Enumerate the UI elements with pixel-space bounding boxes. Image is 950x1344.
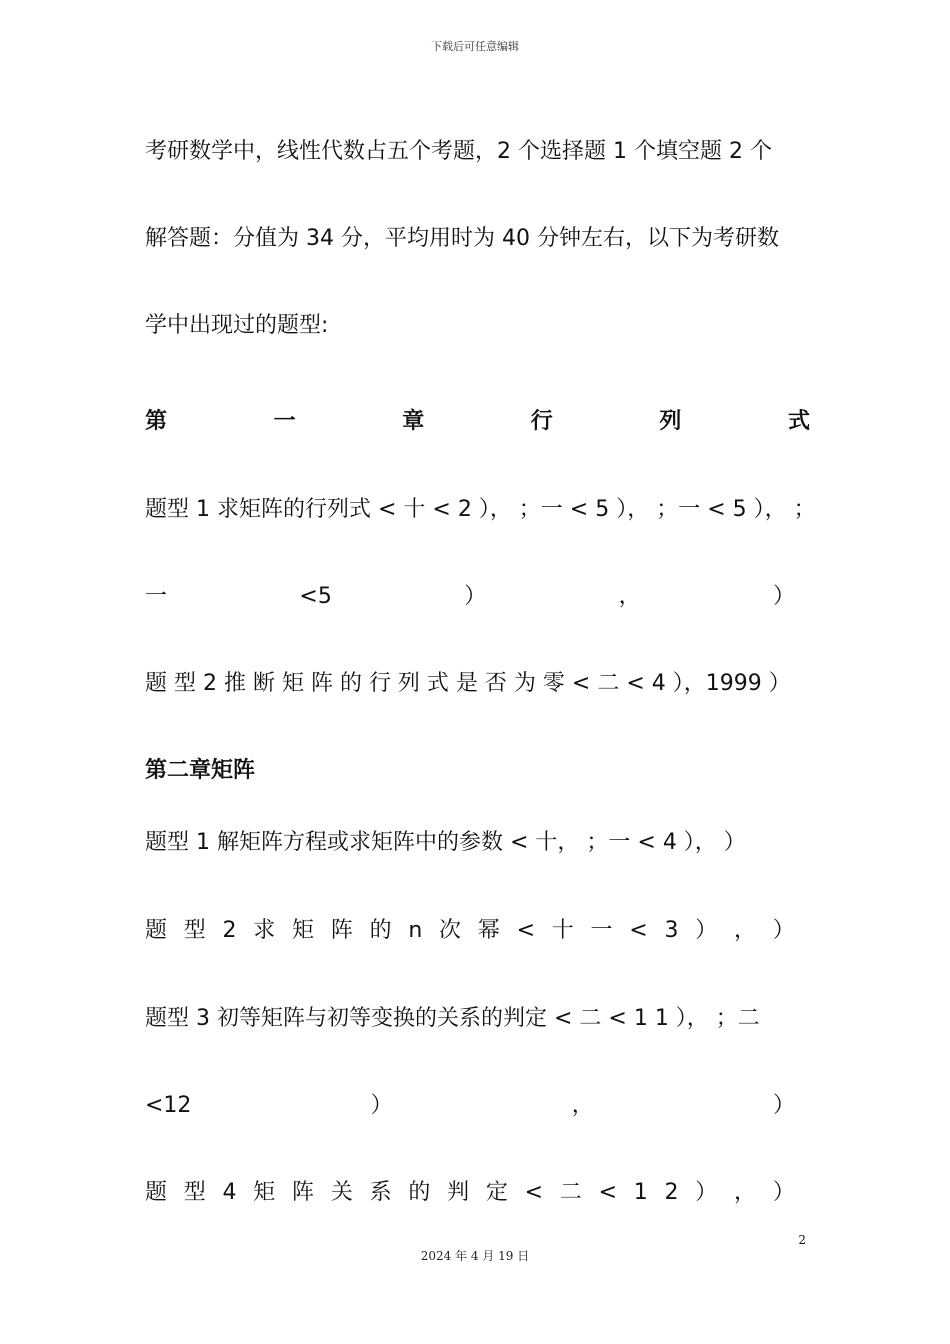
intro-line-1: 考研数学中，线性代数占五个考题，2 个选择题 1 个填空题 2 个 xyxy=(145,139,772,164)
page-number: 2 xyxy=(798,1233,806,1247)
ch2-type-2-char: ） xyxy=(772,918,795,943)
ch2-type-3-fragment: ） xyxy=(772,1093,795,1118)
chapter-1-heading-char: 一 xyxy=(273,409,296,434)
ch2-type-4-char: 4 xyxy=(222,1180,237,1205)
ch2-type-4-char: 的 xyxy=(408,1180,431,1205)
chapter-1-heading-char: 式 xyxy=(787,409,810,434)
ch2-type-2-char: 矩 xyxy=(292,918,315,943)
ch2-type-2-char: n xyxy=(408,918,423,943)
ch2-type-3-line-2 xyxy=(145,1091,795,1121)
ch2-type-4-char: ， xyxy=(734,1180,757,1205)
ch1-type-1-line-2 xyxy=(145,582,795,612)
page-footer-date: 2024 年 4 月 19 日 xyxy=(420,1249,530,1263)
ch2-type-2-char: < xyxy=(516,918,536,943)
ch2-type-4-char: 定 xyxy=(485,1180,508,1205)
ch2-type-4 xyxy=(145,1178,795,1208)
intro-line-3: 学中出现过的题型: xyxy=(145,313,329,338)
ch1-type-1-fragment: ） xyxy=(772,584,795,609)
ch2-type-4-char: 题 xyxy=(145,1180,168,1205)
ch2-type-2-char: 求 xyxy=(253,918,276,943)
ch2-type-4-char: < xyxy=(598,1180,618,1205)
ch1-type-1-line-1: 题型 1 求矩阵的行列式 < 十 < 2 ）， ；一 < 5 ）， ；一 < 5 ）， ； xyxy=(145,497,816,522)
ch1-type-2: 题 型 2 推 断 矩 阵 的 行 列 式 是 否 为 零 < 二 < 4 ），1999 ） xyxy=(145,671,791,696)
ch2-type-1: 题型 1 解矩阵方程或求矩阵中的参数 < 十， ；一 < 4 ）， ） xyxy=(145,830,746,855)
ch2-type-2-char: 十 xyxy=(551,918,574,943)
ch2-type-4-char: 关 xyxy=(330,1180,353,1205)
ch2-type-2 xyxy=(145,916,795,946)
ch2-type-4-char: 1 xyxy=(633,1180,648,1205)
ch1-type-1-fragment: <5 xyxy=(299,584,332,609)
ch2-type-2-char: 的 xyxy=(369,918,392,943)
ch2-type-4-char: 矩 xyxy=(253,1180,276,1205)
ch2-type-4-char: 阵 xyxy=(292,1180,315,1205)
chapter-2-heading: 第二章矩阵 xyxy=(145,758,256,783)
ch2-type-2-char: 次 xyxy=(439,918,462,943)
ch2-type-2-char: 型 xyxy=(183,918,206,943)
intro-line-2: 解答题：分值为 34 分，平均用时为 40 分钟左右，以下为考研数 xyxy=(145,226,779,251)
ch2-type-3-line-1: 题型 3 初等矩阵与初等变换的关系的判定 < 二 < 1 1 ）， ；二 xyxy=(145,1006,760,1031)
ch2-type-2-char: < xyxy=(629,918,648,943)
ch2-type-2-char: 题 xyxy=(145,918,168,943)
ch2-type-2-char: ） xyxy=(695,918,718,943)
page-header: 下载后可任意编辑 xyxy=(431,40,519,53)
ch2-type-3-fragment: ） xyxy=(370,1093,393,1118)
chapter-1-heading-char: 第 xyxy=(145,409,168,434)
ch2-type-2-char: 幂 xyxy=(477,918,500,943)
ch2-type-2-char: 2 xyxy=(222,918,237,943)
ch2-type-3-fragment: <12 xyxy=(145,1093,192,1118)
chapter-1-heading-char: 行 xyxy=(530,409,553,434)
ch2-type-2-char: 一 xyxy=(590,918,613,943)
ch2-type-4-char: 系 xyxy=(369,1180,392,1205)
ch2-type-4-char: 判 xyxy=(447,1180,470,1205)
ch1-type-1-fragment: 一 xyxy=(145,584,168,609)
ch2-type-4-char: 2 xyxy=(664,1180,679,1205)
ch2-type-2-char: 阵 xyxy=(330,918,353,943)
ch2-type-4-char: 二 xyxy=(559,1180,582,1205)
ch2-type-2-char: 3 xyxy=(664,918,679,943)
ch1-type-1-fragment: ） xyxy=(464,584,487,609)
chapter-1-heading xyxy=(145,407,810,437)
ch1-type-1-fragment: ， xyxy=(618,584,641,609)
ch2-type-4-char: < xyxy=(524,1180,544,1205)
ch2-type-4-char: 型 xyxy=(183,1180,206,1205)
ch2-type-4-char: ） xyxy=(695,1180,718,1205)
ch2-type-4-char: ） xyxy=(772,1180,795,1205)
ch2-type-3-fragment: ， xyxy=(571,1093,594,1118)
ch2-type-2-char: ， xyxy=(734,918,757,943)
chapter-1-heading-char: 列 xyxy=(659,409,682,434)
chapter-1-heading-char: 章 xyxy=(402,409,425,434)
